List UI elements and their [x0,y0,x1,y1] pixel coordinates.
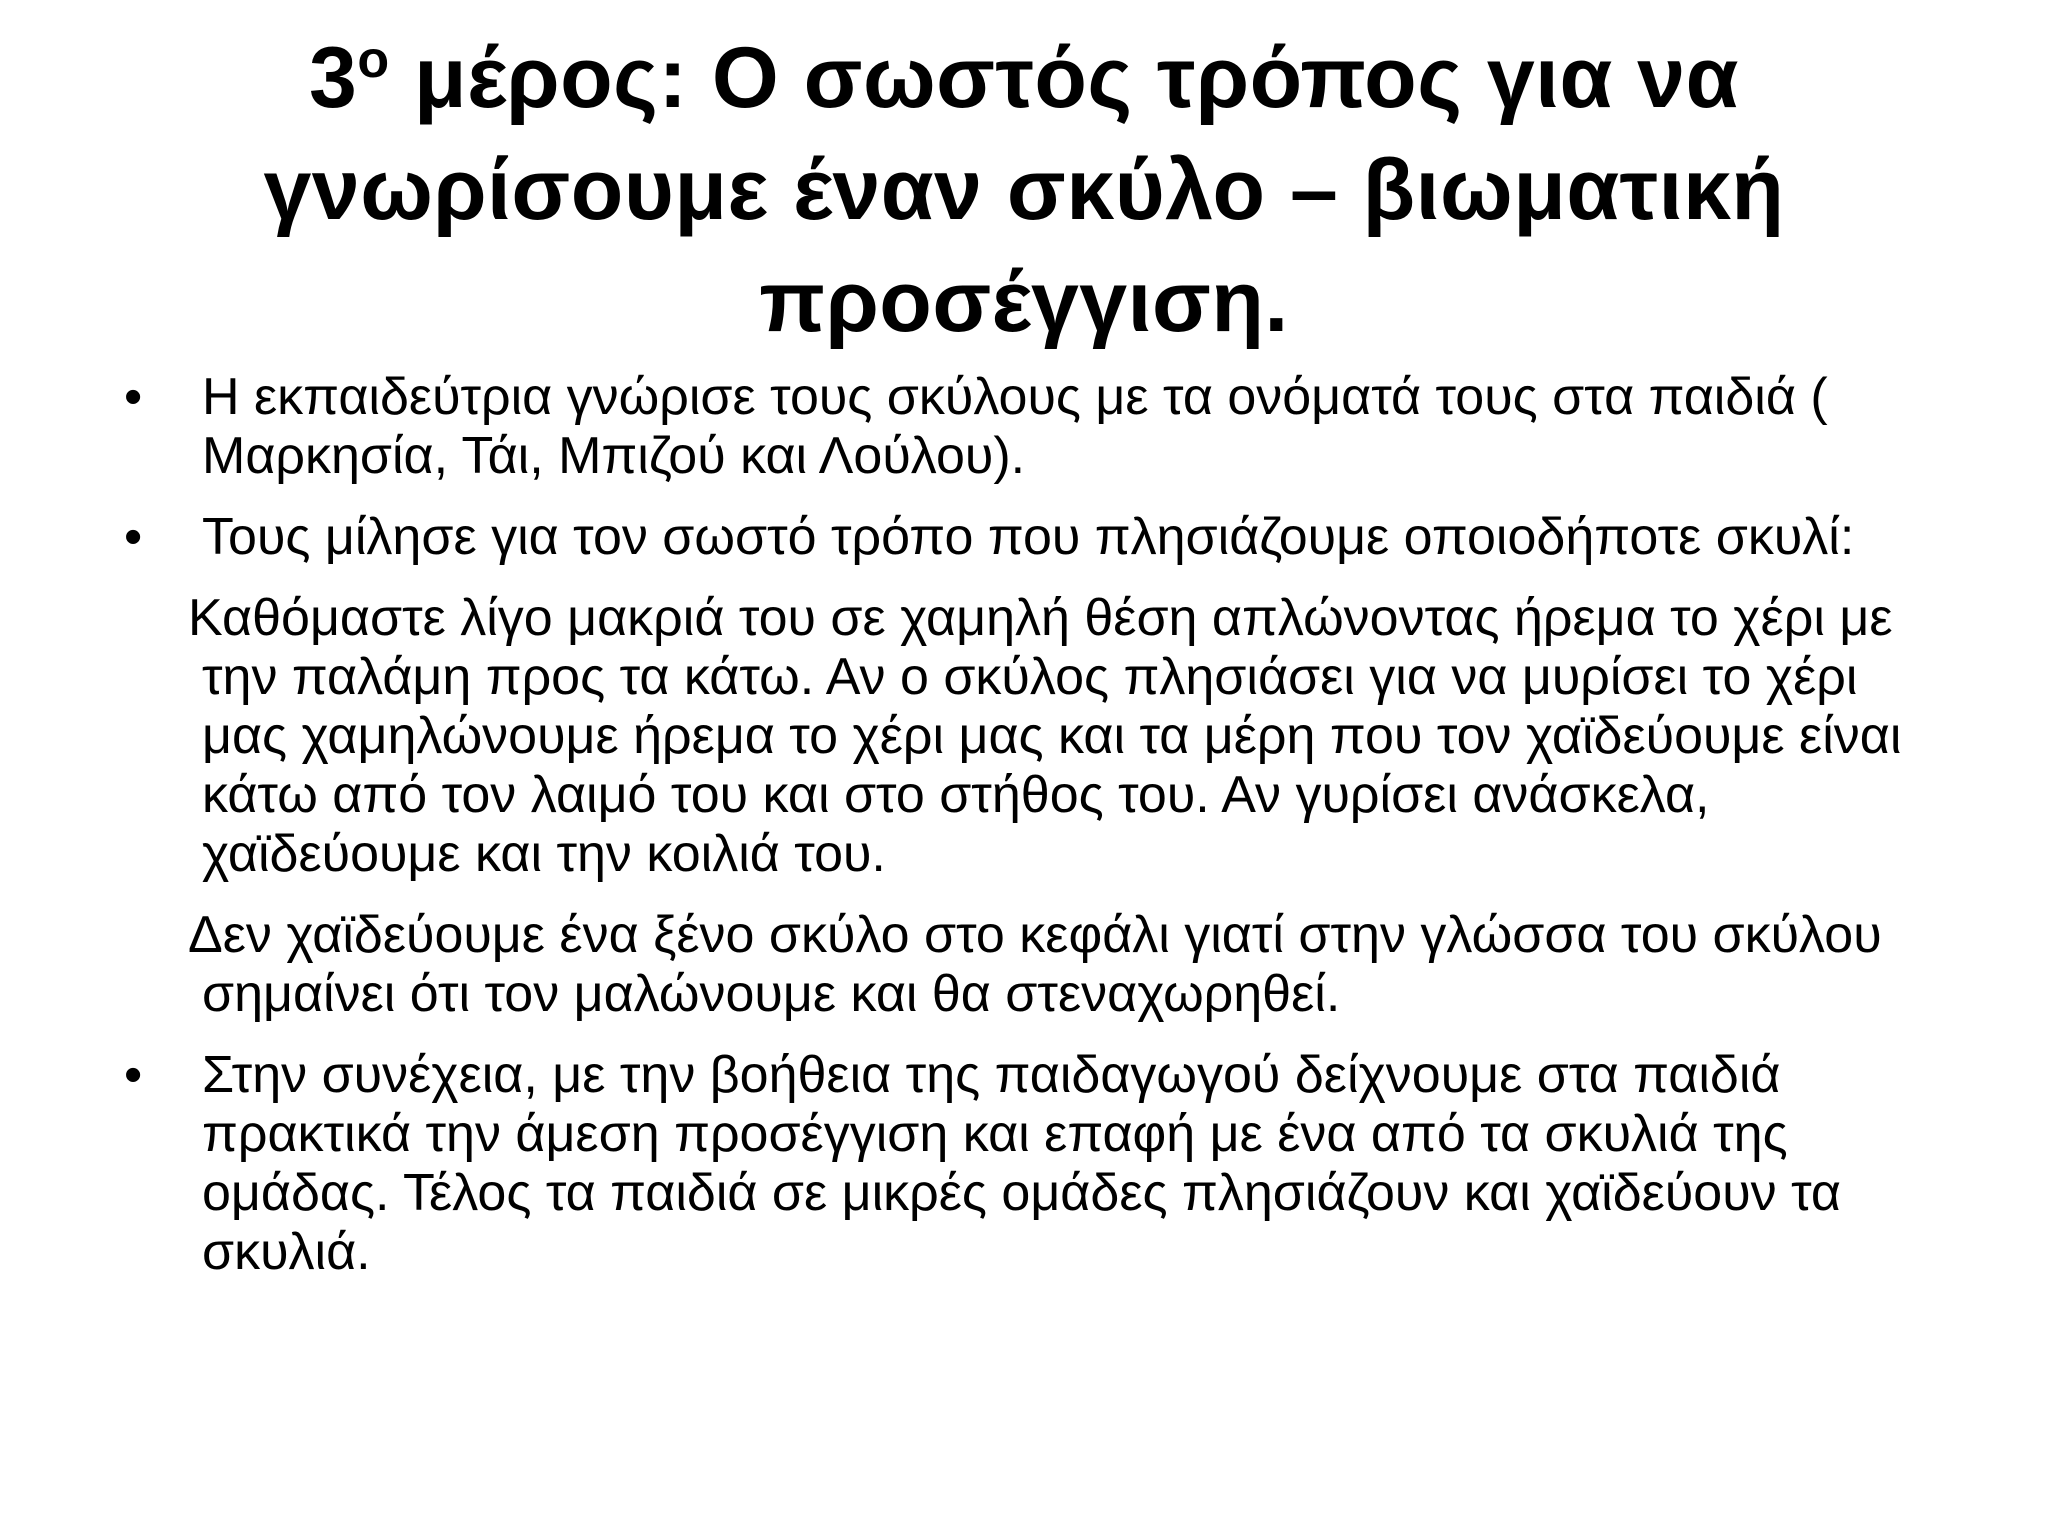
title-ordinal-superscript: ο [357,31,390,89]
bullet-item [120,508,1940,567]
sub-paragraph [120,906,1940,1024]
paragraph-text: Δεν χαϊδεύουμε ένα ξένο σκύλο στο κεφάλι γιατί στην γλώσσα του σκύλου σημαίνει ότι τον μαλώνουμε και θα στεναχωρηθεί. [188,906,1882,1023]
paragraph-text: Καθόμαστε λίγο μακριά του σε χαμηλή θέση απλώνοντας ήρεμα το χέρι με την παλάμη προς τα κάτω. Αν ο σκύλος πλησιάσει για να μυρίσει το χέρι μας χαμηλώνουμε ήρεμα το χέρι μας και τα μέρη που τον χαϊδεύουμε είναι κάτω από τον λαιμό του και στο στήθος του. Αν γυρίσει ανάσκελα, χαϊδεύουμε και την κοιλιά του. [188,589,1902,883]
bullet-dot-icon: • [124,368,143,426]
bullet-text: Η εκπαιδεύτρια γνώρισε τους σκύλους με τα ονόματά τους στα παιδιά ( Μαρκησία, Τάι, Μπιζού και Λούλου). [202,368,1828,485]
sub-paragraph [120,589,1940,884]
bullet-text: Τους μίλησε για τον σωστό τρόπο που πλησιάζουμε οποιοδήποτε σκυλί: [202,508,1855,566]
title-number: 3 [308,30,358,126]
title-text: μέρος: Ο σωστός τρόπος για να γνωρίσουμε έναν σκύλο – βιωματική προσέγγιση. [263,30,1785,350]
slide-title [120,22,1928,358]
bullet-text: Στην συνέχεια, με την βοήθεια της παιδαγωγού δείχνουμε στα παιδιά πρακτικά την άμεση προσέγγιση και επαφή με ένα από τα σκυλιά της ομάδας. Τέλος τα παιδιά σε μικρές ομάδες πλησιάζουν και χαϊδεύουν τα σκυλιά. [202,1046,1841,1281]
bullet-dot-icon: • [124,508,143,566]
bullet-dot-icon: • [124,1046,143,1104]
slide-body [120,368,1940,1304]
bullet-item [120,1046,1940,1282]
bullet-item [120,368,1940,486]
